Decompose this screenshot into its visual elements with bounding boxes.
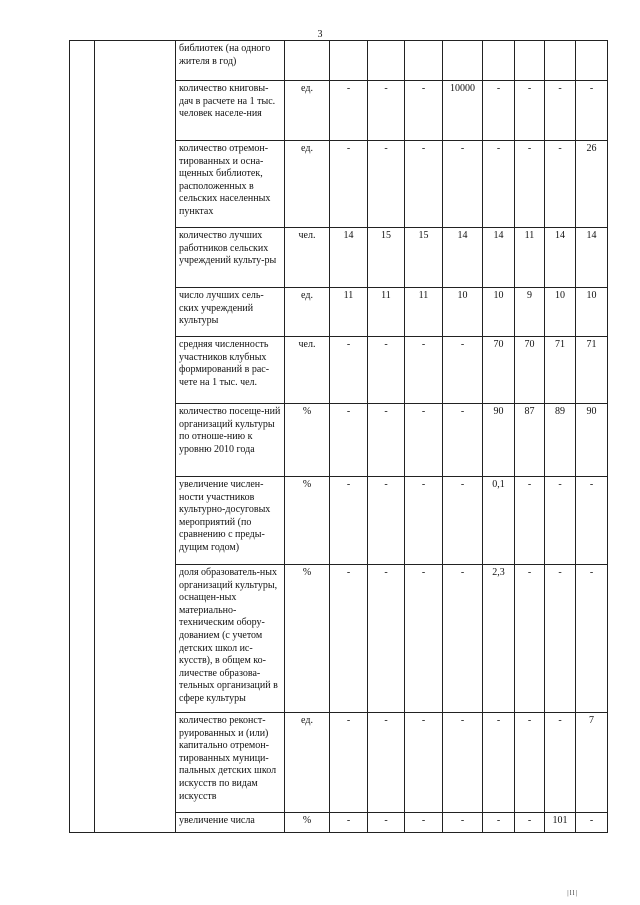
value-cell: 14 — [330, 228, 368, 288]
value-cell: 90 — [483, 404, 515, 477]
value-cell: - — [545, 141, 576, 228]
value-cell: - — [443, 813, 483, 833]
value-cell: - — [330, 404, 368, 477]
value-cell: 7 — [576, 713, 608, 813]
program-column-cell — [95, 41, 176, 833]
value-cell — [515, 41, 545, 81]
value-cell: - — [545, 81, 576, 141]
value-cell: 9 — [515, 288, 545, 337]
value-cell: - — [405, 404, 443, 477]
value-cell — [576, 41, 608, 81]
value-cell: - — [330, 337, 368, 404]
indicator-cell: библиотек (на одного жителя в год) — [176, 41, 285, 81]
value-cell: 14 — [576, 228, 608, 288]
value-cell: 15 — [368, 228, 405, 288]
value-cell: 10 — [443, 288, 483, 337]
value-cell: - — [368, 713, 405, 813]
indicator-cell: количество лучших работников сельских учреждений культу-ры — [176, 228, 285, 288]
value-cell: - — [443, 477, 483, 565]
number-column-cell — [70, 41, 95, 833]
unit-cell: ед. — [285, 713, 330, 813]
value-cell: - — [405, 813, 443, 833]
page-number: 3 — [317, 29, 323, 40]
value-cell: 14 — [483, 228, 515, 288]
value-cell: 10 — [483, 288, 515, 337]
value-cell — [545, 41, 576, 81]
value-cell: - — [443, 337, 483, 404]
value-cell: - — [405, 565, 443, 713]
value-cell: - — [405, 477, 443, 565]
unit-cell: % — [285, 477, 330, 565]
value-cell: 11 — [405, 288, 443, 337]
footer-mark: |ll| — [567, 889, 578, 897]
value-cell: - — [483, 141, 515, 228]
value-cell: - — [330, 141, 368, 228]
value-cell: - — [368, 141, 405, 228]
value-cell: - — [545, 565, 576, 713]
value-cell: 0,1 — [483, 477, 515, 565]
value-cell: 11 — [330, 288, 368, 337]
value-cell: - — [483, 813, 515, 833]
value-cell: 15 — [405, 228, 443, 288]
value-cell: 71 — [576, 337, 608, 404]
value-cell: - — [515, 713, 545, 813]
value-cell: - — [515, 81, 545, 141]
value-cell: - — [368, 813, 405, 833]
value-cell: - — [515, 813, 545, 833]
value-cell: - — [515, 141, 545, 228]
unit-cell: ед. — [285, 288, 330, 337]
value-cell: - — [576, 565, 608, 713]
value-cell: 101 — [545, 813, 576, 833]
value-cell: - — [405, 141, 443, 228]
value-cell: - — [443, 565, 483, 713]
value-cell: - — [368, 337, 405, 404]
value-cell: - — [515, 565, 545, 713]
value-cell: - — [483, 713, 515, 813]
value-cell: 10000 — [443, 81, 483, 141]
value-cell: 70 — [515, 337, 545, 404]
value-cell: 90 — [576, 404, 608, 477]
indicator-cell: количество реконст-руированных и (или) капитально отремон-тированных муници-пальных детских школ искусств по видам искусств — [176, 713, 285, 813]
value-cell: - — [368, 404, 405, 477]
unit-cell: % — [285, 813, 330, 833]
value-cell — [368, 41, 405, 81]
value-cell — [483, 41, 515, 81]
value-cell: - — [405, 81, 443, 141]
value-cell: - — [576, 477, 608, 565]
value-cell: - — [330, 565, 368, 713]
value-cell — [443, 41, 483, 81]
value-cell: 89 — [545, 404, 576, 477]
value-cell: 87 — [515, 404, 545, 477]
unit-cell — [285, 41, 330, 81]
value-cell: - — [576, 813, 608, 833]
data-table — [69, 40, 608, 833]
value-cell: 10 — [576, 288, 608, 337]
indicator-cell: доля образователь-ных организаций культуры, оснащен-ных материально-техническим обору-дованием (с учетом детских школ ис-кусств), в общем ко-личестве образова-тельных организаций в сфере культуры — [176, 565, 285, 713]
indicator-cell: увеличение числа — [176, 813, 285, 833]
indicator-cell: количество посеще-ний организаций культуры по отноше-нию к уровню 2010 года — [176, 404, 285, 477]
unit-cell: ед. — [285, 141, 330, 228]
value-cell: - — [330, 713, 368, 813]
indicator-cell: средняя численность участников клубных формирований в рас-чете на 1 тыс. чел. — [176, 337, 285, 404]
value-cell: 11 — [515, 228, 545, 288]
value-cell: 2,3 — [483, 565, 515, 713]
value-cell: 10 — [545, 288, 576, 337]
value-cell — [330, 41, 368, 81]
value-cell: - — [330, 477, 368, 565]
unit-cell: ед. — [285, 81, 330, 141]
value-cell: - — [576, 81, 608, 141]
value-cell: 26 — [576, 141, 608, 228]
unit-cell: чел. — [285, 228, 330, 288]
value-cell — [405, 41, 443, 81]
indicator-cell: число лучших сель-ских учреждений культуры — [176, 288, 285, 337]
value-cell: 71 — [545, 337, 576, 404]
value-cell: - — [443, 141, 483, 228]
value-cell: - — [330, 813, 368, 833]
value-cell: - — [368, 565, 405, 713]
value-cell: - — [330, 81, 368, 141]
value-cell: - — [405, 713, 443, 813]
value-cell: 70 — [483, 337, 515, 404]
value-cell: - — [483, 81, 515, 141]
value-cell: - — [545, 713, 576, 813]
value-cell: - — [545, 477, 576, 565]
value-cell: - — [368, 81, 405, 141]
value-cell: - — [515, 477, 545, 565]
indicator-cell: количество отремон-тированных и осна-щенных библиотек, расположенных в сельских населенных пунктах — [176, 141, 285, 228]
table-row — [70, 41, 608, 81]
unit-cell: чел. — [285, 337, 330, 404]
value-cell: - — [443, 404, 483, 477]
value-cell: 14 — [545, 228, 576, 288]
value-cell: 11 — [368, 288, 405, 337]
indicator-cell: количество книговы-дач в расчете на 1 тыс. человек населе-ния — [176, 81, 285, 141]
value-cell: - — [443, 713, 483, 813]
unit-cell: % — [285, 404, 330, 477]
value-cell: - — [368, 477, 405, 565]
unit-cell: % — [285, 565, 330, 713]
indicator-cell: увеличение числен-ности участников культурно-досуговых мероприятий (по сравнению с преды-дущим годом) — [176, 477, 285, 565]
value-cell: 14 — [443, 228, 483, 288]
value-cell: - — [405, 337, 443, 404]
